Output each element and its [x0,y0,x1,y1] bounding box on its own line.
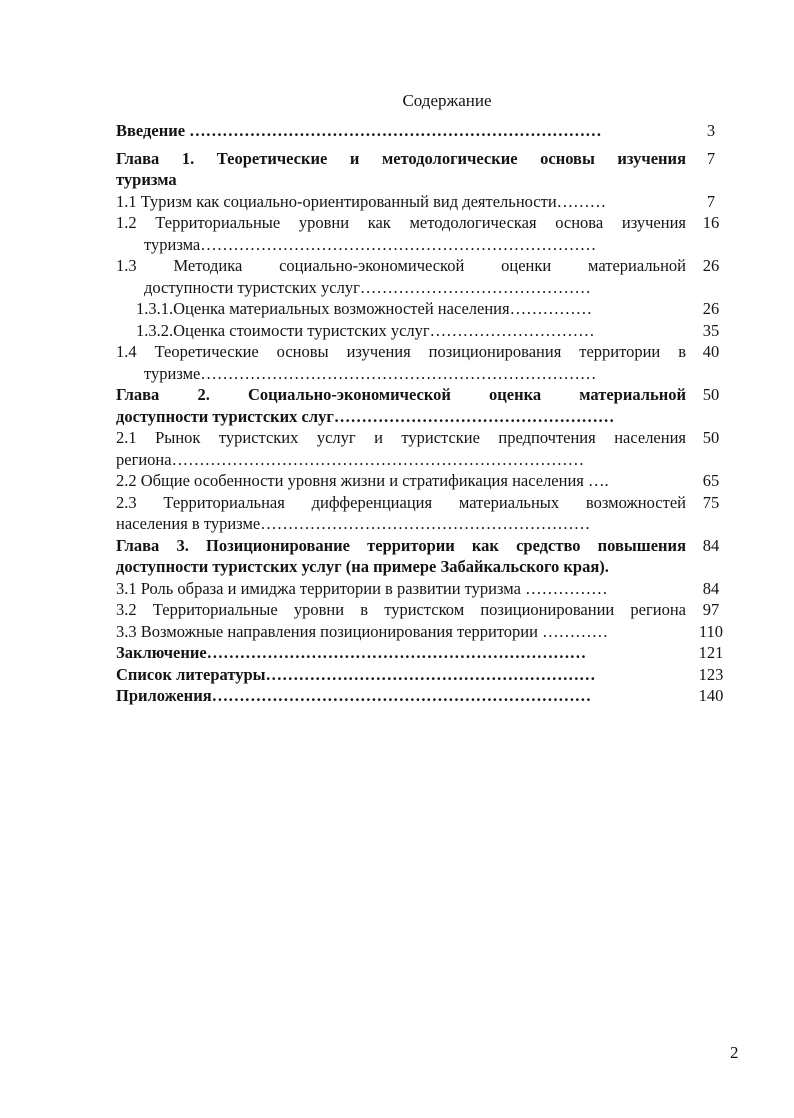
toc-entry-appendices [116,685,736,707]
toc-entry-1-3 [116,255,736,298]
toc-page-number: 40 [702,342,720,361]
toc-entry-text: Приложения…………………………………………………………… [116,686,592,705]
toc-entry-text: Глава 1. Теоретические и методологические основы изучения туризма [116,148,686,189]
toc-entry-1-3-1 [116,298,736,320]
toc-entry-1-2 [116,212,736,255]
toc-entry-text: 3.3 Возможные направления позиционирования территории ………… [116,621,609,641]
toc-entry-text: 1.4 Теоретические основы изучения позиционирования территории в туризме……………………………………………………………… [116,342,686,383]
toc-entry-1-3-2 [116,320,736,342]
toc-entry-3-2 [116,599,736,621]
toc-entry-1-1 [116,191,736,213]
toc-entry-chapter-1 [116,148,736,191]
toc-page-number: 3 [706,121,716,140]
toc-entry-text: 1.3 Методика социально-экономической оценки материальной доступности туристских услуг…………………………………… [116,256,686,297]
toc-entry-text: Глава 3. Позиционирование территории как средство повышения доступности туристских услуг (на примере Забайкальского края). [116,535,686,576]
toc-page-number: 50 [702,428,720,447]
toc-entry-2-1 [116,427,736,470]
toc-page-number: 121 [698,643,724,662]
toc-entry-conclusion [116,642,736,664]
toc-entry-text: 1.3.2.Оценка стоимости туристских услуг………………………… [136,320,595,340]
page-title: Содержание [402,91,492,110]
toc-entry-text: 1.1 Туризм как социально-ориентированный вид деятельности……… [116,191,607,211]
toc-entry-chapter-2 [116,384,736,427]
toc-page-number: 140 [698,686,724,705]
toc-page-number: 75 [702,492,720,512]
toc-entry-text: 1.3.1.Оценка материальных возможностей населения…………… [136,299,593,318]
toc-entry-references [116,664,736,686]
toc-page-number: 65 [702,471,720,490]
toc-entry-text: Введение ………………………………………………………………… [116,121,602,140]
toc-entry-3-3 [116,621,736,643]
toc-page-number: 26 [702,299,720,318]
page-number: 2 [730,1043,739,1062]
toc-entry-text: Список литературы…………………………………………………… [116,664,596,684]
toc-entry-2-3 [116,492,736,535]
toc-entry-text: Заключение…………………………………………………………… [116,643,587,662]
toc-entry-introduction [116,120,736,142]
toc-entry-text: 3.2 Территориальные уровни в туристском позиционировании региона [116,600,686,619]
toc-entry-text: 2.2 Общие особенности уровня жизни и стратификация населения …. [116,471,609,490]
table-of-contents [116,120,736,707]
toc-entry-text: 2.1 Рынок туристских услуг и туристские предпочтения населения региона………………………………………………………………… [116,428,686,469]
toc-page-number: 84 [702,578,720,598]
toc-entry-text: 3.1 Роль образа и имиджа территории в развитии туризма …………… [116,578,608,598]
toc-page-number: 50 [702,385,720,404]
toc-page-number: 35 [702,320,720,340]
toc-entry-2-2 [116,470,736,492]
toc-entry-text: Глава 2. Социально-экономической оценка материальной доступности туристских слуг…………………………………………… [116,385,686,426]
toc-page-number: 110 [698,621,724,641]
toc-page-number: 97 [702,600,720,619]
toc-entry-text: 1.2 Территориальные уровни как методологическая основа изучения туризма……………………………………………………………… [116,213,686,254]
toc-page-number: 26 [702,256,720,275]
toc-page-number: 84 [702,535,720,555]
toc-entry-text: 2.3 Территориальная дифференциация материальных возможностей населения в туризме…………………………………………………… [116,492,686,533]
toc-entry-chapter-3 [116,535,736,578]
toc-page-number: 7 [706,191,716,211]
toc-page-number: 16 [702,213,720,232]
toc-entry-3-1 [116,578,736,600]
toc-page-number: 123 [698,664,724,684]
toc-entry-1-4 [116,341,736,384]
toc-page-number: 7 [706,148,716,168]
